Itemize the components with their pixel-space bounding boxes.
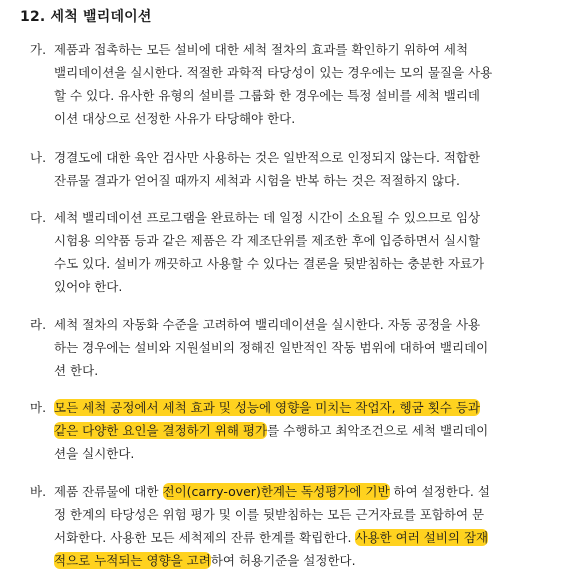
body-text: 제품과 접촉하는 모든 설비에 대한 세척 절차의 효과를 확인하기 위하여 세척 xyxy=(54,42,469,57)
text-line xyxy=(30,206,536,229)
item-marker: 나. xyxy=(30,150,47,165)
text-line xyxy=(30,38,536,61)
text-line xyxy=(30,107,536,130)
body-text: 하는 경우에는 설비와 지원설비의 정해진 일반적인 작동 범위에 대하여 밸리데이 xyxy=(54,340,489,355)
text-line xyxy=(30,84,536,107)
body-text: 시험용 의약품 등과 같은 제품은 각 제조단위를 제조한 후에 입증하면서 실시할 xyxy=(54,233,481,248)
list-item xyxy=(30,146,536,192)
text-line xyxy=(30,61,536,84)
body-text: 서화한다. 사용한 모든 세척제의 잔류 한계를 확립한다. xyxy=(54,530,356,545)
highlighted-text: 적으로 누적되는 영향을 고려 xyxy=(54,553,211,568)
item-marker: 바. xyxy=(30,484,47,499)
item-marker: 라. xyxy=(30,317,47,332)
item-marker: 다. xyxy=(30,210,47,225)
body-text: 션을 실시한다. xyxy=(54,446,135,461)
list-item xyxy=(30,480,536,572)
text-line xyxy=(30,336,536,359)
highlighted-text: 사용한 여러 설비의 잠재 xyxy=(355,530,489,545)
text-line xyxy=(30,503,536,526)
body-text: 세척 절차의 자동화 수준을 고려하여 밸리데이션을 실시한다. 자동 공정을 사용 xyxy=(54,317,481,332)
text-line xyxy=(30,396,536,419)
body-text: 밸리데이션을 실시한다. 적절한 과학적 타당성이 있는 경우에는 모의 물질을 사용 xyxy=(54,65,493,80)
text-line xyxy=(30,313,536,336)
text-line xyxy=(30,419,536,442)
section-title: 12. 세척 밸리데이션 xyxy=(20,9,152,25)
text-line xyxy=(30,252,536,275)
text-line xyxy=(30,442,536,465)
body-text: 있어야 한다. xyxy=(54,279,123,294)
body-text: 션 한다. xyxy=(54,363,99,378)
list-item xyxy=(30,313,536,382)
text-line xyxy=(30,359,536,382)
text-line xyxy=(30,229,536,252)
text-line xyxy=(30,275,536,298)
text-line xyxy=(30,480,536,503)
body-text: 정 한계의 타당성은 위험 평가 및 이를 뒷받침하는 모든 근거자료를 포함하여 문 xyxy=(54,507,485,522)
body-text: 할 수 있다. 유사한 유형의 설비를 그룹화 한 경우에는 특정 설비를 세척 밸리데 xyxy=(54,88,480,103)
body-text: 수도 있다. 설비가 깨끗하고 사용할 수 있다는 결론을 뒷받침하는 충분한 자료가 xyxy=(54,256,485,271)
text-line xyxy=(30,146,536,169)
list-item xyxy=(30,206,536,298)
body-text: 제품 잔류물에 대한 xyxy=(54,484,163,499)
list-item xyxy=(30,38,536,130)
body-text: 경결도에 대한 육안 검사만 사용하는 것은 일반적으로 인정되지 않는다. 적합한 xyxy=(54,150,481,165)
highlighted-text: 전이(carry-over)한계는 독성평가에 기반 xyxy=(162,484,390,499)
item-marker: 가. xyxy=(30,42,47,57)
text-line xyxy=(30,549,536,572)
body-text: 세척 밸리데이션 프로그램을 완료하는 데 일정 시간이 소요될 수 있으므로 임상 xyxy=(54,210,481,225)
item-marker: 마. xyxy=(30,400,47,415)
body-text: 이션 대상으로 선정한 사유가 타당해야 한다. xyxy=(54,111,296,126)
body-text: 하여 설정한다. 설 xyxy=(389,484,490,499)
text-line xyxy=(30,169,536,192)
body-text: 를 수행하고 최악조건으로 세척 밸리데이 xyxy=(267,423,489,438)
highlighted-text: 모든 세척 공정에서 세척 효과 및 성능에 영향을 미치는 작업자, 헹굼 횟수 등과 xyxy=(54,400,480,415)
body-text: 잔류물 결과가 얻어질 때까지 세척과 시험을 반복 하는 것은 적절하지 않다. xyxy=(54,173,460,188)
highlighted-text: 같은 다양한 요인을 결정하기 위해 평가 xyxy=(54,423,268,438)
list-item xyxy=(30,396,536,465)
body-text: 하여 허용기준을 설정한다. xyxy=(210,553,356,568)
text-line xyxy=(30,526,536,549)
